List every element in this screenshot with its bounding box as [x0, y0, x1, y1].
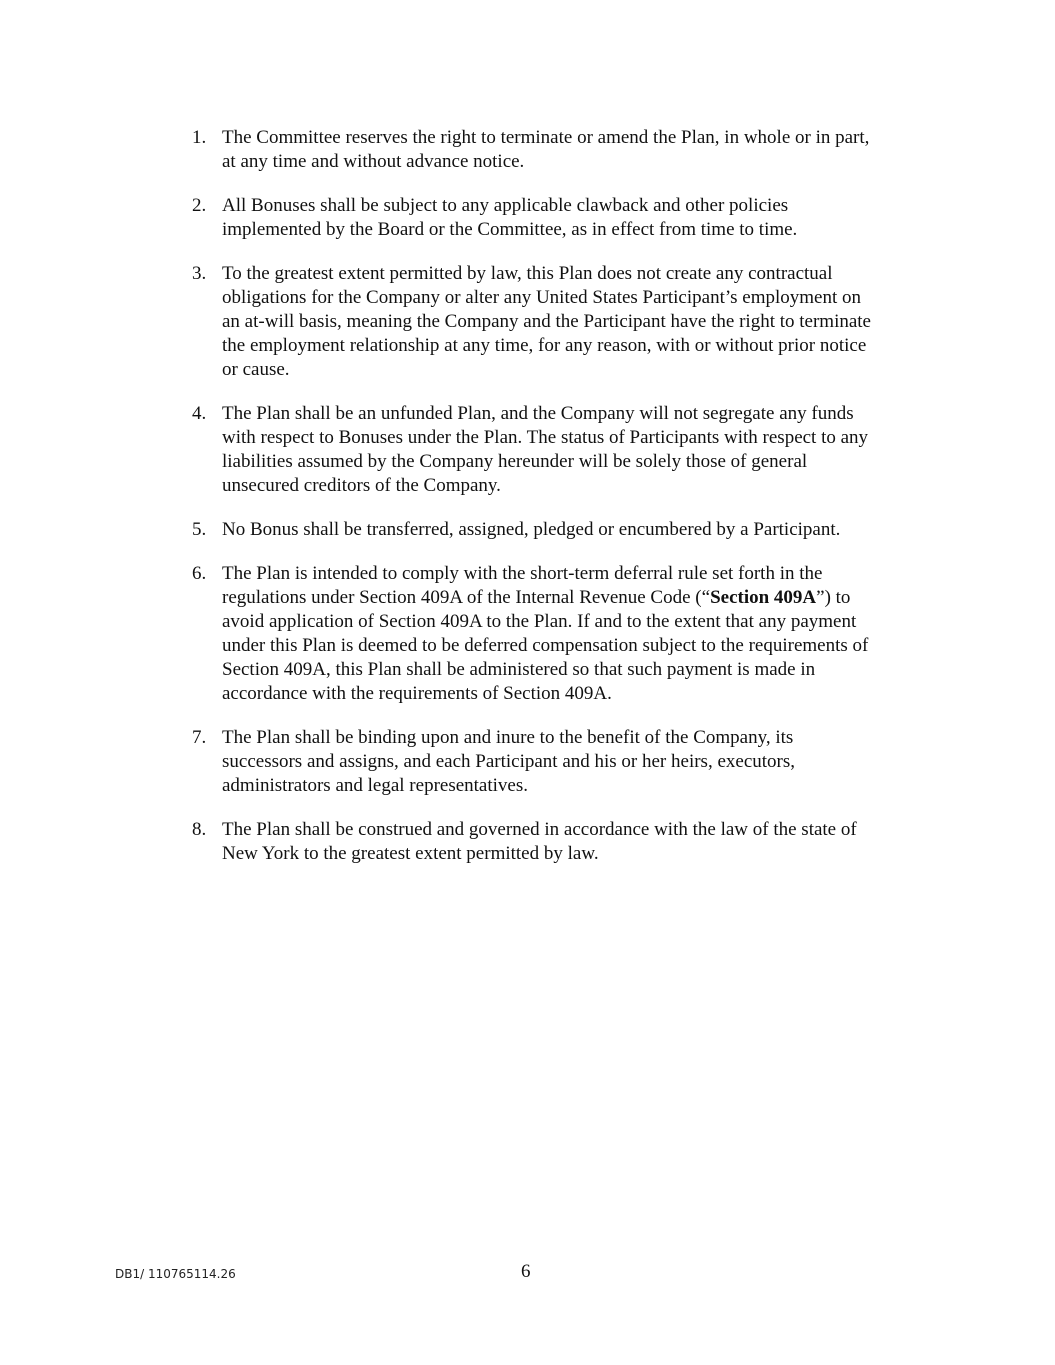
item-line: or cause. [222, 359, 290, 380]
item-line: unsecured creditors of the Company. [222, 475, 501, 496]
item-text [222, 262, 947, 382]
item-text [222, 402, 947, 498]
item-text [222, 726, 947, 798]
item-line: The Plan shall be construed and governed in accordance with the law of the state of [222, 819, 857, 840]
item-line: the employment relationship at any time, for any reason, with or without prior notice [222, 335, 867, 356]
item-line: All Bonuses shall be subject to any applicable clawback and other policies [222, 195, 789, 216]
item-line: implemented by the Board or the Committee, as in effect from time to time. [222, 219, 798, 240]
item-line: liabilities assumed by the Company hereunder will be solely those of general [222, 451, 808, 472]
item-text [222, 562, 947, 706]
item-line: an at-will basis, meaning the Company and the Participant have the right to terminate [222, 311, 871, 332]
page-number: 6 [521, 1261, 531, 1282]
item-text [222, 518, 947, 542]
item-line: Section 409A, this Plan shall be administered so that such payment is made in [222, 659, 816, 680]
item-number: 4. [192, 403, 207, 424]
item-text [222, 126, 947, 174]
item-number: 6. [192, 563, 207, 584]
item-number: 3. [192, 263, 207, 284]
item-line: accordance with the requirements of Section 409A. [222, 683, 612, 704]
item-line: administrators and legal representatives. [222, 775, 529, 796]
item-number: 7. [192, 727, 207, 748]
item-line: successors and assigns, and each Participant and his or her heirs, executors, [222, 751, 795, 772]
item-line: The Committee reserves the right to terminate or amend the Plan, in whole or in part, [222, 127, 870, 148]
item-line: at any time and without advance notice. [222, 151, 525, 172]
item-number: 8. [192, 819, 207, 840]
item-line: No Bonus shall be transferred, assigned, pledged or encumbered by a Participant. [222, 519, 841, 540]
item-line: avoid application of Section 409A to the Plan. If and to the extent that any payment [222, 611, 857, 632]
item-line: The Plan is intended to comply with the short-term deferral rule set forth in the [222, 563, 823, 584]
item-text [222, 818, 947, 866]
item-number: 2. [192, 195, 207, 216]
line-prefix: regulations under Section 409A of the Internal Revenue Code (“ [222, 587, 711, 608]
item-line: New York to the greatest extent permitted by law. [222, 843, 599, 864]
item-line: obligations for the Company or alter any United States Participant’s employment on [222, 287, 862, 308]
item-number: 5. [192, 519, 207, 540]
item-line-with-defined-term [222, 586, 947, 610]
item-line: with respect to Bonuses under the Plan. The status of Participants with respect to any [222, 427, 869, 448]
document-id-footer: DB1/ 110765114.26 [115, 1267, 236, 1281]
line-suffix: ”) to [816, 587, 851, 608]
item-text [222, 194, 947, 242]
item-line: To the greatest extent permitted by law, this Plan does not create any contractual [222, 263, 833, 284]
item-line: under this Plan is deemed to be deferred compensation subject to the requirements of [222, 635, 869, 656]
defined-term-section-409a: Section 409A [710, 587, 817, 608]
item-number: 1. [192, 127, 207, 148]
item-line: The Plan shall be binding upon and inure to the benefit of the Company, its [222, 727, 794, 748]
item-line: The Plan shall be an unfunded Plan, and the Company will not segregate any funds [222, 403, 854, 424]
